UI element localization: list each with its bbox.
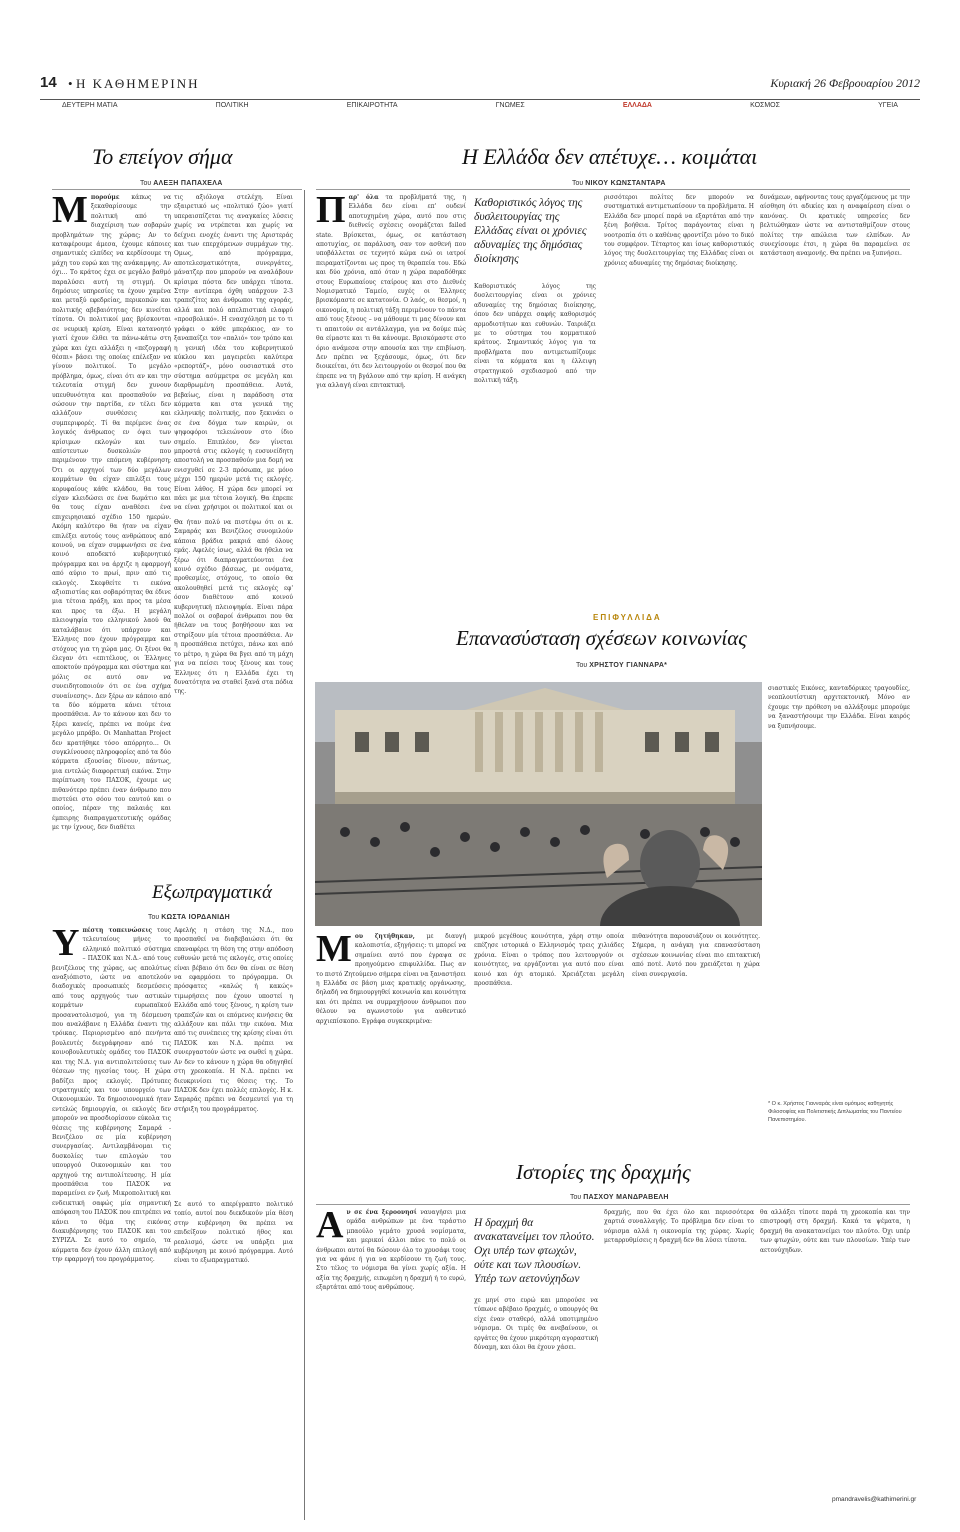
nav-item-2[interactable]: ΕΠΙΚΑΙΡΟΤΗΤΑ	[346, 102, 398, 109]
article3-col2: Καθοριστικός λόγος της δυσλειτουργίας είναι οι χρόνιες αδυναμίες της δημόσιας διοίκησης, όπου δεν υπάρχει σαφής καθορισμός αρμοδιοτήτων και ευθυνών. Ταιριάζει με το σύστημα του κομματικού κράτους. Σημαντικός λόγος για τα προβλήματα που αντιμετωπίζουμε είναι τα κόμματα και η έλλειψη στρατηγικού σχεδιασμού από την πολιτική τάξη.	[474, 283, 596, 385]
article4-byline: Του ΧΡΗΣΤΟΥ ΓΙΑΝΝΑΡΑ*	[576, 662, 668, 669]
article3-col1: Π αρ' όλα τα προβλήματά της, η Ελλάδα δεν είναι επ' ουδενί αποτυχημένη χώρα, αυτό που στις διεθνείς σχέσεις ονομάζεται failed state. Βρίσκεται, όμως, σε κατάσταση αποτυχίας, σε παράλυση, σαν τον ασθενή που υποβάλλεται σε τεχνητό κώμα ενώ οι ιατροί πειραματίζονται ως προς τη θεραπεία του. Εδώ και δύο χρόνια, από όταν η χώρα παραδόθηκε στους Ευρωπαίους εταίρους και στο Διεθνές Νομισματικό Ταμείο, ευχές οι Έλληνες βρισκόμαστε σε κατατονία. Ο λαός, οι θεσμοί, η οικονομία, η πολιτική τάξη περιμένουν το πάντα από τους ξένους – να μάθουμε τι μας δίνουν και τι απαιτούν σε αντάλλαγμα, για να δούμε πώς θα είμαστε και τι θα κάνουμε. Βρισκόμαστε στο όριο ανάμεσα στην απουσία και την επιβίωση. Δεν πρέπει να ξεχάσουμε, όμως, ότι δεν διοικείται, ότι δεν λειτουργούν οι θεσμοί που θα έπρεπε να τη βγάλουν από την κρίση. Η ανάγκη για αλλαγή είναι επιτακτική.	[316, 193, 466, 390]
article4-section: ΕΠΙΦΥΛΛΙΔΑ	[593, 613, 662, 622]
article1-col3: Θα ήταν πολύ να πιστέψω ότι οι κ. Σαμαράς και Βενιζέλος συνομιλούν κάποια βράδια μακριά από όλους εμάς. Αφελές ίσως, αλλά θα ήθελα να ξέρω ότι διαπραγματεύονται ένα κοινό σχέδιο βάσεως, με ονόματα, προθεσμίες, στόχους, το οποίο θα ακολουθηθεί μετά τις εκλογές εφ' όσον διαθέτουν από κοινού κυβερνητική πλειοψηφία. Είναι πάρα πολλοί οι σοβαροί άνθρωποι που θα ήθελαν να τους βοηθήσουν και να στηρίξουν μία τέτοια προσπάθεια. Αν η προσπάθεια πετύχει, πάνω και από το μέτρο, η χώρα θα βγει από τη μάχη για να πείσει τους ξένους και τους Έλληνες ότι η Ελλάδα έχει τη δυνατότητα να σταθεί ξανά στα πόδια της.	[174, 519, 293, 696]
article4-title: Επανασύσταση σχέσεων κοινωνίας	[456, 626, 747, 650]
nav-item-3[interactable]: ΓΝΩΜΕΣ	[495, 102, 525, 109]
article4-dropcap: Μ	[316, 932, 352, 970]
article5-col3: δραχμής, που θα έχει όλο και περισσότερα χαρτιά συναλλαγής. Το πρόβλημα δεν είναι το νόμισμα αλλά η οικονομία της χώρας. Χωρίς μεταρρυθμίσεις η δραχμή δεν θα λύσει τίποτα.	[604, 1209, 754, 1245]
paper-name: Η ΚΑΘΗΜΕΡΙΝΗ	[76, 76, 200, 91]
article4-footnote: * Ο κ. Χρήστος Γιανναράς είναι ομότιμος καθηγητής Φιλοσοφίας και Πολιτιστικής Διπλωματίας του Παντείου Πανεπιστημίου.	[768, 1101, 902, 1123]
article4-col1	[466, 688, 614, 932]
article1-byline: Του ΑΛΕΞΗ ΠΑΠΑΧΕΛΑ	[140, 180, 223, 187]
nav-item-1[interactable]: ΠΟΛΙΤΙΚΗ	[215, 102, 249, 109]
article2-dropcap: Υ	[52, 926, 80, 964]
article4-text-a: Μ ου ζητήθηκαν, με διαυγή καλοπιστία, εξηγήσεις: τι μπορεί να σημαίνει αυτό που έγραψα σε προηγούμενο επιφυλλίδα. Πως αν το πιστό Ζητούμενο σήμερα είναι να ξαναστήσει η Ελλάδα σε βάση μιας κρατικής οργάνωσης, δηλαδή να δημιουργηθεί κοινωνία και κοινότητα και ότι πρέπει να συμμαχήσουν άνθρωποι που θέλουν να αγωνιστούν για αυθεντικό αρχιεπίσκοπο. Εγράφα συγκεκριμένα:	[316, 932, 466, 1025]
nav-item-4[interactable]: ΕΛΛΑΔΑ	[622, 102, 652, 109]
article3-byline: Του ΝΙΚΟΥ ΚΩΝΣΤΑΝΤΑΡΑ	[572, 180, 666, 187]
masthead-separator: •	[68, 76, 73, 91]
nav-item-6[interactable]: ΥΓΕΙΑ	[878, 102, 898, 109]
issue-date: Κυριακή 26 Φεβρουαρίου 2012	[770, 76, 920, 90]
article5-col4: θα αλλάξει τίποτε παρά τη χρεοκοπία και την επιστροφή στη δραχμή. Κακά τα ψέματα, η δραχμή θα ανακατανείμει τον πλούτο. Όχι υπέρ των φτωχών, ούτε και των πλουσίων. Υπέρ των αετονύχηδων.	[760, 1209, 910, 1254]
masthead	[40, 74, 920, 94]
article5-pullquote: Η δραχμή θα ανακαταvείμει τον πλούτο. Οχι υπέρ των φτωχών, ούτε και των πλουσίων. Υπέρ των αετονύχηδων	[474, 1217, 595, 1285]
column-rule-left	[304, 190, 305, 1520]
author-email[interactable]: pmandravelis@kathimerini.gr	[832, 1496, 917, 1503]
article4-author: ΧΡΗΣΤΟΥ ΓΙΑΝΝΑΡΑ*	[589, 662, 668, 669]
page-number: 14	[40, 74, 57, 91]
article2-byline: Του ΚΩΣΤΑ ΙΟΡΔΑΝΙΔΗ	[148, 914, 231, 921]
article3-pullquote: Καθοριστικός λόγος της δυσλειτουργίας της Ελλάδας είναι οι χρόνιες αδυναμίες της δημόσιας διοίκησης	[474, 197, 587, 265]
article4-text-c: πιθανότητα παρουσιάζουν οι κοινότητες. Σήμερα, η ανάγκη για επανασύσταση σχέσεων κοινωνίας είναι πιο επιτακτική από ποτέ. Αυτό που χρειάζεται η χώρα είναι συνεργασία.	[632, 933, 760, 978]
article5-col1: Α ν σε ένα ξεροονησί ναυαγήσει μια ομάδα ανθρώπων με ένα τεράστιο μπαούλο γεμάτο χρυσά νομίσματα, και μερικοί άλλοι πάνε το πολύ οι άνθρωποι αυτοί θα δώσουν όλο το χρυσάφι τους για να φάνε ή για να κερδίσουν τη ζωή τους. Στο τέλος το νόμισμα θα γίνει χωρίς αξία. Η αξία της δραχμής, ειπωμένη η δραχμή ή το ευρώ, εξαρτάται από τους ανθρώπους.	[316, 1208, 466, 1292]
article5-author: ΠΑΣΧΟΥ ΜΑΝΔΡΑΒΕΛΗ	[583, 1194, 669, 1201]
article3-col4: δυνάμεων, αφήνοντας τους εργαζόμενους με την αίσθηση ότι αδικίες και η αναφαίρεση είναι ο κανόνας. Οι κρατικές υπηρεσίες δεν βελτιώθηκαν ώστε να αντισταθμίζουν στους πολίτες την απώλεια των ελπίδων. Αν συνεχίσουμε έτσι, η χώρα θα παραμείνει σε κατάσταση αναμονής. Θα πρέπει να ξυπνήσει.	[760, 194, 910, 258]
article4-text-d: σιαστικές Εικόνες, κανταδόρικες τραγουδίες, νεοπλουτίστικη αρχιτεκτονική. Μόνο αν έχουμε την πρόθεση να αλλάξουμε μπορούμε να ξαναστήσουμε την Ελλάδα. Είναι καιρός να ξυπνήσουμε.	[768, 685, 910, 730]
article3-col3: ρισσότεροι πολίτες δεν μπορούν να συστηματικά αντιμετωπίσουν τα προβλήματα. Η Ελλάδα δεν μπορεί παρά να εξαρτάται από την ξένη βοήθεια. Τρίτος παράγοντας είναι η νοοτροπία ότι ο καθένας φροντίζει μόνο το δικό του συμφέρον. Τέταρτος και ίσως καθοριστικός λόγος της δυσλειτουργίας της Ελλάδας είναι οι χρόνιες αδυναμίες της δημόσιας διοίκησης.	[604, 194, 754, 267]
article1-divider	[52, 189, 302, 190]
article2-author: ΚΩΣΤΑ ΙΟΡΔΑΝΙΔΗ	[161, 914, 231, 921]
article2-col3: Σε αυτό το απερίγραπτο πολιτικό τοπίο, αυτοί που διεκδικούν μία θέση στην κυβέρνηση θα πρέπει να επιδείξουν πολιτικό ήθος και ρεαλισμό, ώστε να υπάρξει μια κυβέρνηση με κοινό πρόγραμμα. Αυτό είναι το εξωπραγματικό.	[174, 1201, 293, 1265]
article1-title: Το επείγον σήμα	[92, 144, 233, 169]
article5-col2: χε μηνί στο ευρώ και μπορούσε να τύπωνε αβέβαιο δραχμές, ο υπουργός θα είχε έναν σταθερό, αλλά υποτιμημένο νόμισμα. Οι τιμές θα ανεβαίνουν, οι εργάτες θα έχουν μικρότερη αγοραστική δύναμη, και όλοι θα έχουν χάσει.	[474, 1297, 598, 1352]
nav-item-5[interactable]: ΚΟΣΜΟΣ	[750, 102, 780, 109]
article2-title: Εξωπραγματικά	[152, 882, 272, 903]
article5-divider	[316, 1204, 910, 1205]
article1-col2: τις αξιόλογα στελέχη. Είναι εξαιρετικό ως «πολιτικό ζώο» γιατί υπεραισπίζεται τις αναγκαίες λύσεις χωρίς να ντρέπεται και χωρίς να δείχνει ενοχές έναντι της Αριστεράς και των επερχόμενων συμμάχων της. Ομως, από πρόγραμμα, αποτελεσματικότητα, συνεργάτες, μάνατζερ που μπορούν να αναλάβουν κρίσιμα πόστα δεν υπάρχει τίποτα. Στην αντίπερα όχθη υπάρχουν 2-3 τραπεζίτες και άνθρωποι της αγοράς, αλλά και πολύ απελπιστικά ελαφρύ «προσβολικό». Η ενασχόληση με το τι γράφει ο κάθε μπεράκιος, αν το ξαναπαίζει τον «παλιό» τον τρόπο και η γενική ιδέα του κυβερνητικού κύκλου και μαγειρεύει καλύτερα «ρεπορτάζ», μόνο ουσιαστικά στο σύστημα ασύμμετρα σε μεγάλη και διαρθρωμένη προσπάθεια. Αυτά, βεβαίως, είναι η παράδοση στα κόμματα και στα γενικά της ελληνικής πολιτικής, που ξεκινάει ο σε ένα δόγμα των καιρών, οι ψηφοφόροι τελειώνουν στο ίδιο σημείο. Επιπλέον, δεν γίνεται μπροστά στις εκλογές η ευσυνείδητη αποστολή να προσπαθούν μια δομή να ενισχυθεί σε 2-3 πρόσωπα, με μόνο μέχρι 150 ημερών μετά τις εκλογές. Είναι λάθος. Η χώρα δεν μπορεί να πάει με μια τέτοια λογική. Θα έπρεπε να είναι χρήσιμοι οι πολιτικοί και οι	[174, 194, 293, 512]
article5-byline: Του ΠΑΣΧΟΥ ΜΑΝΔΡΑΒΕΛΗ	[570, 1194, 669, 1201]
article3-author: ΝΙΚΟΥ ΚΩΝΣΤΑΝΤΑΡΑ	[585, 180, 666, 187]
article4-text-b: μικρού μεγέθους κοινότητα, χάρη στην οποία επέζησε ιστορικά ο Ελληνισμός τρεις χιλιάδες χρόνια. Είναι ο τρόπος που λειτουργούν οι κοινότητες, να εργάζονται για αυτό που είναι κοινό και όχι ατομικό. Χρειάζεται μεγάλη προσπάθεια.	[474, 933, 624, 988]
article1-author: ΑΛΕΞΗ ΠΑΠΑΧΕΛΑ	[153, 180, 223, 187]
article3-dropcap: Π	[316, 193, 346, 231]
article2-col2: Αφελής η στάση της Ν.Δ., που προσπαθεί να διαβεβαιώσει ότι θα επαναφέρει τη θέση της στην απόδοση ευθυνών μετά τις εκλογές, στις οποίες είναι βέβαιο ότι δεν θα είναι σε θέση να εφαρμόσει το πρόγραμμα. Οι πρόσφατες «καλώς ή κακώς» τιμωρήσεις που έχουν υποστεί η Ελλάδα από τους ξένους, η κρίση των τραπεζών και οι επόμενες κινήσεις θα αλλάξουν και πάλι την εικόνα. Μια από τις συνέπειες της κρίσης είναι ότι ΠΑΣΟΚ και Ν.Δ. πρέπει να συνεργαστούν ώστε να σωθεί η χώρα. Αν δεν το κάνουν η χώρα θα οδηγηθεί στη χρεοκοπία. Η Ν.Δ. πρέπει να διευκρινίσει τις θέσεις της. Το ΠΑΣΟΚ δεν έχει πολλές επιλογές. Η κ. Σαμαράς πρέπει να δεσμευτεί για τη στήριξη του προγράμματος.	[174, 927, 293, 1113]
article5-title: Ιστορίες της δραχμής	[516, 1160, 691, 1184]
article1-dropcap: Μ	[52, 193, 88, 231]
article1-col1: Μ πορούμε κάπως να ξεκαθαρίσουμε την πολιτική από τη διαχείριση των σοβαρών προβλημάτων της χώρας; Αν το καταφέρουμε άμεσα, έχουμε κάποιες σημαντικές ελπίδες να κερδίσουμε τη μάχη του ευρώ και της ανάκαμψης. Αν όχι… Το κράτος έχει σε μεγάλο βαθμό παραλύσει αυτή τη στιγμή. Οι δημόσιες υπηρεσίες τα έχουν χαμένα και μεταξύ εφεδρείας, περικοπών και πολιτικής αβεβαιότητας δεν κινείται τίποτα. Οι πολιτικοί μας βρίσκονται σε νευρική κρίση. Είναι κατανοητό γιατί έχουν έλθει τα πάνω-κάτω στη χώρα και έχει αλλάξει η «πεζογραφή θέσπι» βάσει της οποίας επέλεξαν να γίνουν πολιτικοί. Το μεγάλο πρόβλημα, όμως, είναι ότι αν και την τελευταία στιγμή δεν χυνουν υπευθυνότητα και προσπαθούν να σώσουν την παρτίδα, εν τέλει δεν αλλάζουν συνθέσεις και συμπεριφορές. Τί θα περίμενε ένας λογικός άνθρωπος εν όψει των κρίσιμων εκλογών και των απίστευτων δυσκολιών που περιμένουν την επόμενη κυβέρνηση; Ότι οι αρχηγοί των δύο μεγάλων κομμάτων θα είχαν επιλέξει τους κορυφαίους κάθε κλάδου, θα τους είχαν κλειδώσει σε ένα δωμάτιο και θα τους είχαν αναθέσει ένα επιχειρησιακό σχέδιο 150 ημερών. Ακόμη καλύτερο θα ήταν να είχαν επιλέξει αυτούς τους ανθρώπους από κοινού, να είχαν συμφωνήσει σε ένα κοινό αποδεκτό κυβερνητικό πρόγραμμα και να άρχιζε η εφαρμογή από αύριο το πρωί, πριν από τις εκλογές. Σκεφθείτε τι εικόνα αξιοπιστίας και σοβαρότητας θα έδινε μια τέτοια πράξη, και προς τα μέσα και προς τα έξω. Η μεγάλη πλειοψηφία του ελληνικού λαού θα καταλάβαινε ότι υπάρχουν και Έλληνες που έχουν πρόγραμμα και στόχους για τη χώρα μας. Οι ξένοι θα έλεγαν ότι «επιτέλους, οι Έλληνες αποκτούν πρόγραμμα και σύστημα και μόλις σε αυτό σαν να συνειδητοποιούν ότι σε ένα σχήμα συναίνεσης». Δεν ξέρω αν κάποιο από τα δύο κόμματα κάνει τέτοια προσπάθεια. Αν το κάνουν και δεν το ξέρει κανείς, πρέπει να πούμε ένα μεγάλο μπράβο. Οι Manhattan Project δεν κρατήθηκε τόσο απόρρητο… Οι συγκλίνουσες πληροφορίες από τα δύο κόμματα εξουσίας δίνουν, πάντως, μια εντελώς διαφορετική εικόνα. Στην περίπτωση του ΠΑΣΟΚ, έχουμε ως πιθανότερο πρέπει έναν άνθρωπο που πιστεύει στο σόου του εαυτού και ο οποίος, πέραν της παλαιάς και έμπειρης διαπραγματευτικής ομάδας με την ίχνους, δεν διαθέτει	[52, 193, 171, 832]
article3-divider	[316, 189, 910, 190]
section-nav	[40, 99, 920, 113]
article5-dropcap: Α	[316, 1208, 344, 1246]
article3-title: Η Ελλάδα δεν απέτυχε… κοιμάται	[462, 144, 758, 169]
article2-col1: Υ πέστη τοπεινώσεις τους τελευταίους μήνες το ελληνικό πολιτικό σύστημα – ΠΑΣΟΚ και Ν.Δ.- από τους βενιζέλους της χώρας, ως απολύτως αναξιόπιστο, ώστε να αποτελούν διαδοχικές προσωπικές δεσμεύσεις από τους αρχηγούς των αστικών κομμάτων ευρωπαϊκού προσανατολισμού, για τη δέσμευση που αναλάβανε η Ελλάδα έναντι της τρόικας. Περιορισμένο από πενήντα βουλευτές διεγράφησαν από τις κοινοβουλευτικές ομάδες του ΠΑΣΟΚ και της Ν.Δ. για αντιπολιτεύσεις των θέσεων της ηγεσίας τους. Η χώρα βαδίζει προς εκλογές. Πρότυπες στρατηγικές και τον υπουργείο των Οικονομικών. Τα δημοσιονομικά ήταν εντελώς δημιουργία, οι εκλογές δεν μπορούν να προσδιορίσουν εύκολα τις θέσεις της κυβέρνησης Σαμαρά - Βενιζέλου σε μία κυβέρνηση συνεργασίας. Αντιλαμβάνομαι τις δυσκολίες των επιλογών του υπουργού Οικονομικών και του αρχηγού της αντιπολίτευσης. Η μία προσπάθεια του ΠΑΣΟΚ να παραμείνει εν ζωή. Μικροπολιτική και ενδεικτική σαφώς μία σημαντική απόφαση του ΠΑΣΟΚ που επιτρέπει να κάνει το θέμα της εικόνας διακυβέρνησης του ΠΑΣΟΚ και του ΣΥΡΙΖΑ. Σε αυτό το σημείο, τα κόμματα δεν έχουν άλλη επιλογή από την εφαρμογή του προγράμματος.	[52, 926, 171, 1264]
nav-item-0[interactable]: ΔΕΥΤΕΡΗ ΜΑΤΙΑ	[62, 102, 118, 109]
